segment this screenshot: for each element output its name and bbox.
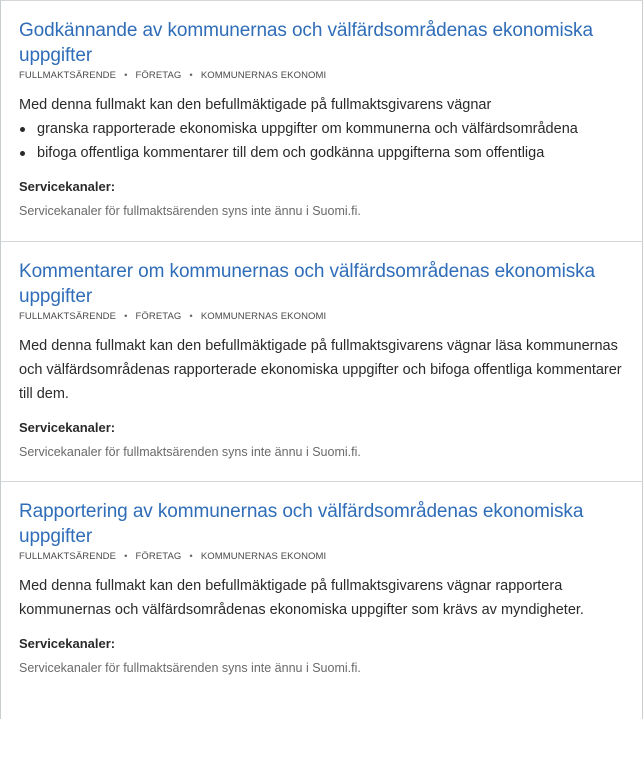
bullet-icon (20, 127, 25, 132)
mandate-bullet-list (19, 117, 624, 165)
mandate-title (19, 499, 624, 549)
tag-topic: KOMMUNERNAS EKONOMI (200, 70, 327, 81)
mandate-tags (19, 311, 624, 323)
service-channels-text: Servicekanaler för fullmaktsärenden syns inte ännu i Suomi.fi. (19, 445, 361, 459)
mandate-title (19, 18, 624, 68)
bullet-text: granska rapporterade ekonomiska uppgifter om kommunerna och välfärdsområdena (37, 121, 578, 137)
mandate-description: Med denna fullmakt kan den befullmäktigade på fullmaktsgivarens vägnar (19, 97, 492, 113)
tag-audience: FÖRETAG (135, 311, 182, 322)
tag-separator-icon: • (124, 551, 128, 562)
tag-audience: FÖRETAG (135, 70, 182, 81)
mandate-tags (19, 70, 624, 82)
mandate-title-link[interactable]: Rapportering av kommunernas och välfärdsområdenas ekonomiska uppgifter (19, 501, 584, 547)
mandate-title-link[interactable]: Godkännande av kommunernas och välfärdsområdenas ekonomiska uppgifter (19, 20, 593, 66)
service-channels-heading: Servicekanaler: (19, 179, 116, 194)
mandate-card (0, 241, 643, 481)
tag-topic: KOMMUNERNAS EKONOMI (200, 551, 327, 562)
service-channels-text: Servicekanaler för fullmaktsärenden syns inte ännu i Suomi.fi. (19, 661, 361, 675)
mandate-card (0, 0, 643, 241)
mandate-description: Med denna fullmakt kan den befullmäktigade på fullmaktsgivarens vägnar rapportera kommunernas och välfärdsområdenas ekonomiska uppgifter som krävs av myndigheter. (19, 578, 584, 618)
bullet-item (19, 117, 624, 141)
mandate-description: Med denna fullmakt kan den befullmäktigade på fullmaktsgivarens vägnar läsa kommunernas och välfärdsområdenas rapporterade ekonomiska uppgifter och bifoga offentliga kommentarer till dem. (19, 338, 622, 402)
tag-separator-icon: • (124, 70, 128, 81)
service-channels-text: Servicekanaler för fullmaktsärenden syns inte ännu i Suomi.fi. (19, 204, 361, 218)
tag-type: FULLMAKTSÄRENDE (19, 70, 117, 81)
tag-type: FULLMAKTSÄRENDE (19, 311, 117, 322)
tag-audience: FÖRETAG (135, 551, 182, 562)
tag-separator-icon: • (124, 311, 128, 322)
bullet-item (19, 141, 624, 165)
mandate-card (0, 481, 643, 719)
service-channels-heading: Servicekanaler: (19, 420, 116, 435)
bullet-icon (20, 151, 25, 156)
tag-separator-icon: • (189, 311, 193, 322)
mandate-title (19, 259, 624, 309)
tag-separator-icon: • (189, 70, 193, 81)
service-channels-heading: Servicekanaler: (19, 636, 116, 651)
tag-topic: KOMMUNERNAS EKONOMI (200, 311, 327, 322)
mandate-tags (19, 551, 624, 563)
tag-type: FULLMAKTSÄRENDE (19, 551, 117, 562)
tag-separator-icon: • (189, 551, 193, 562)
bullet-text: bifoga offentliga kommentarer till dem och godkänna uppgifterna som offentliga (37, 145, 545, 161)
mandate-title-link[interactable]: Kommentarer om kommunernas och välfärdsområdenas ekonomiska uppgifter (19, 261, 595, 307)
